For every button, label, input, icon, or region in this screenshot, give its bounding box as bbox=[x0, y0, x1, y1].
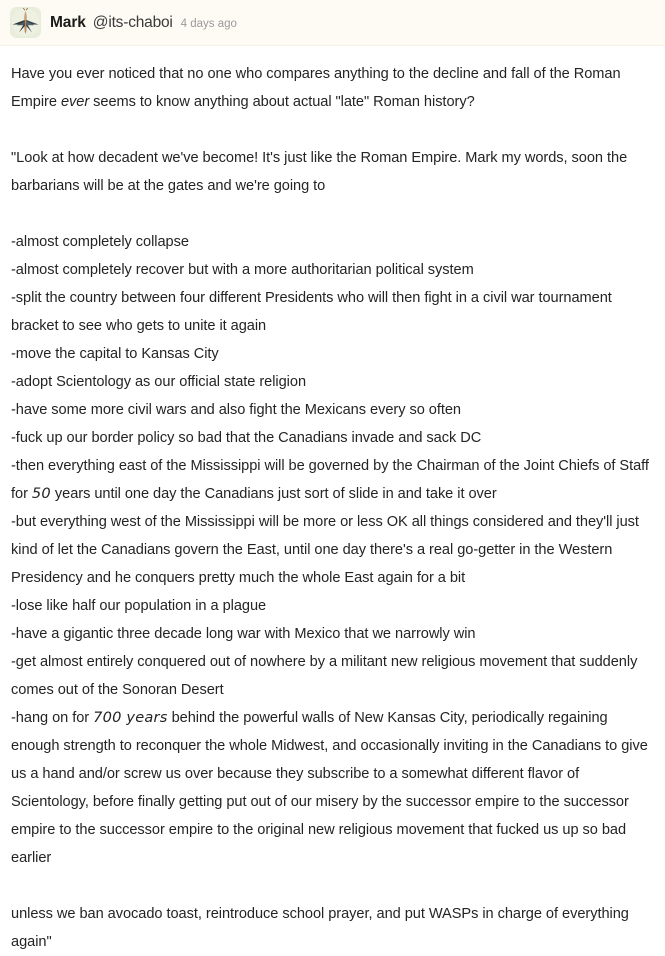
author-display-name[interactable]: Mark bbox=[50, 13, 86, 31]
list-item bbox=[11, 704, 654, 872]
list-item-text-after: years until one day the Canadians just sort of slide in and take it over bbox=[50, 486, 497, 502]
intro-text-part1: Have you ever noticed that no one who compares anything to the decline and fall of the Roman Empire bbox=[11, 66, 621, 110]
list-item-text-after: behind the powerful walls of New Kansas City, periodically regaining enough strength to reconquer the whole Midwest, and occasionally inviting in the Canadians to give us a hand and/or screw us over because they subscribe to a somewhat different flavor of Scientology, before finally getting put out of our misery by the successor empire to the successor empire to the successor empire to the original new religious movement that fucked us up so bad earlier bbox=[11, 710, 648, 866]
intro-text-part2: seems to know anything about actual "late" Roman history? bbox=[89, 94, 475, 110]
list-item: -move the capital to Kansas City bbox=[11, 346, 219, 362]
list-item: -have a gigantic three decade long war with Mexico that we narrowly win bbox=[11, 626, 476, 642]
paragraph-intro bbox=[11, 60, 654, 116]
list-item: -have some more civil wars and also fight the Mexicans every so often bbox=[11, 402, 461, 418]
list-item: -fuck up our border policy so bad that the Canadians invade and sack DC bbox=[11, 430, 482, 446]
paragraph-quote-opening: "Look at how decadent we've become! It's just like the Roman Empire. Mark my words, soon the barbarians will be at the gates and we're going to bbox=[11, 150, 628, 194]
list-item: -split the country between four different Presidents who will then fight in a civil war tournament bracket to see who gets to unite it again bbox=[11, 290, 612, 334]
intro-emphasis-ever: ever bbox=[60, 94, 90, 110]
list-item-text-before: -then everything east of the Mississippi will be governed by the Chairman of the Joint Chiefs of Staff for bbox=[11, 458, 649, 502]
paragraph-quote-closing: unless we ban avocado toast, reintroduce school prayer, and put WASPs in charge of everything again" bbox=[11, 906, 629, 950]
avatar[interactable] bbox=[10, 7, 41, 38]
list-item-text-before: -hang on for bbox=[11, 710, 94, 726]
list-item: -get almost entirely conquered out of nowhere by a militant new religious movement that suddenly comes out of the Sonoran Desert bbox=[11, 654, 638, 698]
moth-avatar-icon bbox=[10, 7, 41, 38]
list-item: -almost completely recover but with a more authoritarian political system bbox=[11, 262, 474, 278]
post-body bbox=[0, 46, 665, 956]
post-timestamp: 4 days ago bbox=[180, 17, 237, 30]
post-header bbox=[0, 0, 665, 46]
duration-700-years: 700 years bbox=[93, 709, 168, 726]
list-item: -but everything west of the Mississippi will be more or less OK all things considered and they'll just kind of let the Canadians govern the East, until one day there's a real go-getter in the Western Presidency and he conquers pretty much the whole East again for a bit bbox=[11, 514, 639, 586]
author-handle[interactable]: @its-chaboi bbox=[92, 13, 173, 31]
list-item: -almost completely collapse bbox=[11, 234, 189, 250]
prediction-list bbox=[11, 228, 654, 872]
list-item: -adopt Scientology as our official state religion bbox=[11, 374, 307, 390]
list-item bbox=[11, 452, 654, 508]
duration-50-years: 50 bbox=[31, 485, 51, 502]
list-item: -lose like half our population in a plague bbox=[11, 598, 267, 614]
